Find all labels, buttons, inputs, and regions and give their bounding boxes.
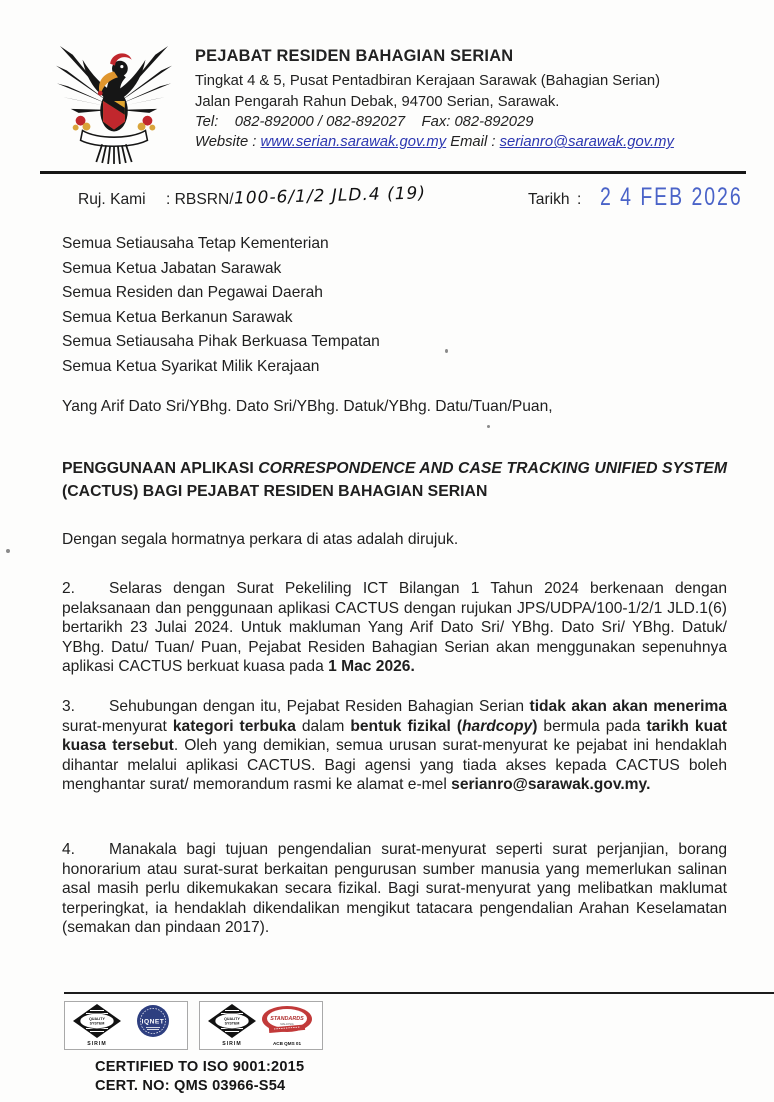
ref-number-handwritten: 100-6/1/2 JLD.4 (19): [233, 183, 427, 209]
recipient-line: Semua Residen dan Pegawai Daerah: [62, 284, 323, 302]
paragraph-3: [62, 697, 727, 795]
letterhead: [55, 38, 744, 171]
sirim-iqnet-badge: [64, 1001, 188, 1050]
paragraph-text-bold: tidak akan akan menerima: [529, 698, 727, 715]
scan-speck: [445, 349, 448, 353]
sirim-quality-diamond-icon: [208, 1004, 256, 1047]
salutation: Yang Arif Dato Sri/YBhg. Dato Sri/YBhg. Datuk/YBhg. Datu/Tuan/Puan,: [62, 398, 553, 415]
website-url: www.serian.sarawak.gov.my: [260, 134, 447, 151]
subject-segment: (CACTUS) BAGI PEJABAT RESIDEN BAHAGIAN SERIAN: [62, 483, 488, 500]
paragraph-text-bold: tarikh kuat kuasa tersebut: [62, 717, 727, 755]
svg-text:SIRIM: SIRIM: [87, 1041, 107, 1047]
fax-value: 082-892029: [454, 113, 534, 130]
email-address-bold: serianro@sarawak.gov.my: [451, 776, 647, 794]
paragraph-2: [62, 579, 727, 677]
paragraph-number: 3.: [62, 698, 76, 715]
svg-text:QUALITY: QUALITY: [89, 1017, 105, 1021]
paragraph-text: dalam: [295, 717, 351, 735]
paragraph-text-bold-italic: hardcopy: [462, 717, 533, 735]
iso-certification-text: [95, 1058, 304, 1095]
paragraph-number: 4.: [62, 841, 76, 858]
paragraph-text-bold: bentuk fizikal (: [350, 717, 463, 735]
org-name: PEJABAT RESIDEN BAHAGIAN SERIAN: [195, 47, 514, 65]
standards-malaysia-seal-icon: [262, 1006, 312, 1046]
paragraph-text: bermula pada: [537, 717, 647, 735]
recipient-line: Semua Ketua Berkanun Sarawak: [62, 308, 293, 326]
scan-speck: [487, 425, 490, 428]
sirim-standards-badge: [199, 1001, 323, 1050]
svg-text:IQNET: IQNET: [141, 1018, 165, 1026]
phone-fax-line: [195, 112, 674, 132]
sarawak-crest-icon: [55, 38, 173, 171]
recipient-line: Semua Setiausaha Tetap Kementerian: [62, 235, 329, 252]
certification-badges: [64, 1001, 323, 1050]
iqnet-seal-icon: [137, 1005, 169, 1037]
subject-segment: PENGGUNAAN APLIKASI: [62, 460, 259, 477]
svg-text:QUALITY: QUALITY: [224, 1017, 240, 1021]
paragraph-text: Selaras dengan Surat Pekeliling ICT Bilangan 1 Tahun 2024 berkenaan dengan pelaksanaan dan penggunaan aplikasi CACTUS dengan rujukan JPS/UDPA/100-1/2/1 JLD.1(6) bertarikh 23 Julai 2024. Untuk makluman Yang Arif Dato Sri/ YBhg. Dato Sri/ YBhg. Datuk/ YBhg. Datu/ Tuan/ Puan, Pejabat Residen Bahagian Serian akan menggunakan sepenuhnya aplikasi CACTUS berkuat kuasa pada: [62, 580, 727, 676]
paragraph-text-bold: 1 Mac 2026.: [328, 658, 415, 676]
email-label: Email :: [450, 134, 496, 151]
svg-text:ACB QMS 01: ACB QMS 01: [272, 1041, 302, 1046]
subject-segment-italic: CORRESPONDENCE AND CASE TRACKING UNIFIED SYSTEM: [258, 460, 727, 477]
scan-speck: [6, 549, 10, 553]
date-stamp: 2 4 FEB 2026: [600, 183, 743, 211]
footer-divider-rule: [64, 992, 774, 994]
subject-heading: [62, 457, 727, 503]
paragraph-intro: Dengan segala hormatnya perkara di atas adalah dirujuk.: [62, 531, 459, 548]
reference-row: [0, 182, 774, 224]
paragraph-4: [62, 840, 727, 938]
website-label: Website :: [195, 134, 257, 151]
svg-text:SYSTEM: SYSTEM: [224, 1021, 240, 1026]
address-line-1: Tingkat 4 & 5, Pusat Pentadbiran Kerajaan Sarawak (Bahagian Serian): [195, 73, 661, 90]
recipient-line: Semua Ketua Syarikat Milik Kerajaan: [62, 357, 320, 375]
recipient-list: [62, 232, 380, 380]
paragraph-text-bold: ): [532, 717, 538, 735]
tel-value: 082-892000 / 082-892027: [234, 113, 406, 130]
paragraph-text: . Oleh yang demikian, semua urusan surat-menyurat ke pejabat ini hendaklah dihantar melalui aplikasi CACTUS. Bagi agensi yang tiada akses kepada CACTUS boleh menghantar surat/ memorandum rasmi ke alamat e-mel: [62, 737, 727, 794]
letterhead-divider-rule: [40, 171, 746, 174]
paragraph-number: 2.: [62, 580, 76, 597]
recipient-line: Semua Setiausaha Pihak Berkuasa Tempatan: [62, 333, 380, 351]
date-colon: :: [577, 191, 582, 208]
sirim-quality-diamond-icon: [73, 1004, 121, 1047]
date-label: Tarikh: [528, 191, 570, 208]
web-email-line: [195, 132, 674, 152]
paragraph-text: surat-menyurat: [62, 717, 173, 735]
paragraph-text-bold: .: [646, 776, 651, 794]
ref-number-printed: : RBSRN/: [166, 191, 234, 208]
svg-text:MALAYSIA: MALAYSIA: [280, 1022, 294, 1026]
paragraph-text: Sehubungan dengan itu, Pejabat Residen Bahagian Serian: [109, 698, 530, 715]
address-line-2: Jalan Pengarah Rahun Debak, 94700 Serian, Sarawak.: [195, 93, 560, 110]
letterhead-text: [195, 38, 674, 171]
tel-label: Tel:: [195, 113, 219, 130]
svg-text:SIRIM: SIRIM: [222, 1041, 242, 1047]
cert-line-1: CERTIFIED TO ISO 9001:2015: [95, 1059, 305, 1075]
recipient-line: Semua Ketua Jabatan Sarawak: [62, 259, 282, 277]
svg-text:STANDARDS: STANDARDS: [270, 1016, 304, 1022]
paragraph-text-bold: kategori terbuka: [172, 717, 296, 735]
paragraph-text: Manakala bagi tujuan pengendalian surat-menyurat seperti surat perjanjian, borang honorarium atau surat-surat berkaitan pengurusan sumber manusia yang memerlukan salinan asal masih perlu dikemukakan secara fizikal. Bagi surat-menyurat yang melibatkan maklumat terperingkat, ia hendaklah dikendalikan mengikut tatacara pengendalian Arahan Keselamatan (semakan dan pindaan 2017).: [62, 841, 727, 937]
cert-line-2: CERT. NO: QMS 03966-S54: [95, 1077, 286, 1094]
email-url: serianro@sarawak.gov.my: [499, 134, 674, 151]
svg-text:SYSTEM: SYSTEM: [89, 1021, 105, 1026]
fax-label: Fax:: [421, 113, 451, 130]
ref-label: Ruj. Kami: [78, 191, 146, 208]
